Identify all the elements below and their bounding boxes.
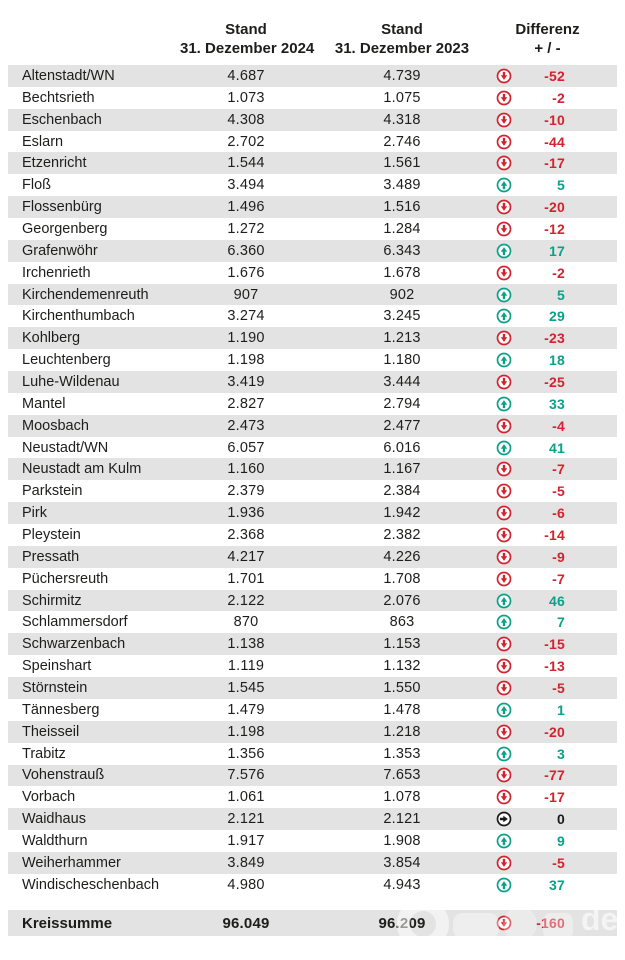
- value-2024: 3.274: [227, 308, 265, 325]
- municipality-name: Püchersreuth: [22, 570, 109, 587]
- difference-value: -52: [544, 67, 565, 84]
- value-2023: 2.121: [383, 811, 421, 828]
- arrow-down-icon: [492, 855, 516, 871]
- municipality-name: Trabitz: [22, 745, 66, 762]
- municipality-name: Flossenbürg: [22, 199, 102, 216]
- value-2024: 1.917: [227, 833, 265, 849]
- column-header-differenz-line1: Differenz: [515, 21, 580, 38]
- difference-value: 3: [557, 745, 565, 762]
- total-difference-value: -160: [536, 915, 565, 931]
- arrow-up-icon: [492, 746, 516, 762]
- value-2024: 2.473: [227, 417, 265, 434]
- value-2023: 1.153: [383, 636, 421, 653]
- value-2023: 1.561: [383, 155, 421, 172]
- value-2024: 1.479: [227, 701, 265, 718]
- value-2023: 4.318: [383, 111, 421, 128]
- table-row: [8, 327, 617, 349]
- difference-value: -13: [544, 658, 565, 675]
- table-row: [8, 305, 617, 327]
- arrow-right-icon: [492, 811, 516, 827]
- value-2023: 6.016: [383, 439, 421, 456]
- total-label: Kreissumme: [22, 914, 113, 932]
- value-2023: 1.478: [383, 701, 421, 718]
- value-2023: 2.794: [383, 395, 421, 412]
- column-header-2023-line1: Stand: [381, 21, 423, 38]
- value-2024: 1.701: [227, 570, 265, 587]
- arrow-down-icon: [492, 915, 516, 931]
- municipality-name: Luhe-Wildenau: [22, 373, 120, 390]
- municipality-name: Etzenricht: [22, 155, 87, 172]
- value-2024: 2.379: [227, 483, 265, 500]
- value-2023: 7.653: [383, 767, 421, 784]
- value-2023: 2.477: [383, 417, 421, 434]
- arrow-down-icon: [492, 680, 516, 696]
- total-value-2023: 96.209: [378, 914, 426, 932]
- municipality-name: Waldthurn: [22, 833, 88, 849]
- arrow-down-icon: [492, 505, 516, 521]
- arrow-down-icon: [492, 68, 516, 84]
- arrow-down-icon: [492, 265, 516, 281]
- difference-value: 18: [549, 352, 565, 369]
- table-row: [8, 699, 617, 721]
- municipality-name: Moosbach: [22, 417, 89, 434]
- value-2023: 1.678: [383, 264, 421, 281]
- municipality-name: Störnstein: [22, 679, 88, 696]
- municipality-name: Irchenrieth: [22, 264, 91, 281]
- table-row: [8, 371, 617, 393]
- value-2023: 1.550: [383, 679, 421, 696]
- value-2023: 1.132: [383, 658, 421, 675]
- difference-value: -7: [552, 461, 565, 478]
- difference-value: -5: [552, 679, 565, 696]
- arrow-down-icon: [492, 374, 516, 390]
- arrow-down-icon: [492, 461, 516, 477]
- difference-value: 29: [549, 308, 565, 325]
- difference-value: -77: [544, 767, 565, 784]
- value-2024: 1.936: [227, 505, 265, 522]
- table-row: [8, 830, 617, 852]
- value-2024: 6.057: [227, 439, 265, 456]
- arrow-up-icon: [492, 877, 516, 893]
- column-header-2023-line2: 31. Dezember 2023: [334, 40, 470, 57]
- municipality-name: Vorbach: [22, 789, 76, 806]
- table-row: [8, 677, 617, 699]
- table-row: [8, 437, 617, 459]
- value-2023: 4.943: [383, 876, 421, 893]
- municipality-name: Altenstadt/WN: [22, 67, 115, 84]
- total-value-2024: 96.049: [222, 914, 270, 932]
- value-2023: 1.078: [383, 789, 421, 806]
- difference-value: -20: [544, 723, 565, 740]
- table-row: [8, 109, 617, 131]
- value-2024: 2.827: [227, 395, 265, 412]
- table-body: [8, 65, 617, 896]
- difference-value: -25: [544, 373, 565, 390]
- value-2023: 1.284: [383, 220, 421, 237]
- table-row: [8, 349, 617, 371]
- table-row: [8, 152, 617, 174]
- municipality-name: Tännesberg: [22, 701, 100, 718]
- value-2024: 1.676: [227, 264, 265, 281]
- value-2024: 907: [233, 286, 259, 303]
- difference-value: -5: [552, 483, 565, 500]
- municipality-name: Weiherhammer: [22, 854, 121, 871]
- value-2023: 3.489: [383, 177, 421, 194]
- value-2024: 4.980: [227, 876, 265, 893]
- value-2023: 1.075: [383, 89, 421, 106]
- value-2023: 1.180: [383, 352, 421, 369]
- arrow-up-icon: [492, 614, 516, 630]
- table-row: [8, 808, 617, 830]
- difference-value: 9: [557, 833, 565, 849]
- municipality-name: Waidhaus: [22, 811, 86, 828]
- value-2024: 3.849: [227, 854, 265, 871]
- municipality-name: Kirchendemenreuth: [22, 286, 149, 303]
- table-row: [8, 284, 617, 306]
- column-header-2024-line1: Stand: [225, 21, 267, 38]
- arrow-up-icon: [492, 287, 516, 303]
- arrow-up-icon: [492, 177, 516, 193]
- value-2024: 1.356: [227, 745, 265, 762]
- difference-value: -2: [552, 264, 565, 281]
- arrow-down-icon: [492, 636, 516, 652]
- value-2024: 1.061: [227, 789, 265, 806]
- difference-value: 37: [549, 876, 565, 893]
- table-row: [8, 502, 617, 524]
- difference-value: 7: [557, 614, 565, 631]
- arrow-up-icon: [492, 440, 516, 456]
- value-2024: 1.198: [227, 352, 265, 369]
- municipality-name: Neustadt am Kulm: [22, 461, 142, 478]
- value-2023: 6.343: [383, 242, 421, 259]
- value-2023: 2.382: [383, 526, 421, 543]
- value-2024: 1.160: [227, 461, 265, 478]
- municipality-name: Kirchenthumbach: [22, 308, 135, 325]
- value-2024: 1.544: [227, 155, 265, 172]
- difference-value: -10: [544, 111, 565, 128]
- difference-value: 41: [549, 439, 565, 456]
- table-row: [8, 765, 617, 787]
- municipality-name: Pirk: [22, 505, 47, 522]
- value-2024: 6.360: [227, 242, 265, 259]
- municipality-name: Georgenberg: [22, 220, 108, 237]
- value-2024: 4.217: [227, 548, 265, 565]
- table-row: [8, 393, 617, 415]
- arrow-up-icon: [492, 702, 516, 718]
- table-row: [8, 633, 617, 655]
- table-row: [8, 196, 617, 218]
- value-2024: 2.702: [227, 133, 265, 150]
- table-row: [8, 786, 617, 808]
- difference-value: -14: [544, 526, 565, 543]
- value-2023: 1.942: [383, 505, 421, 522]
- arrow-down-icon: [492, 221, 516, 237]
- municipality-name: Bechtsrieth: [22, 89, 95, 106]
- municipality-name: Theisseil: [22, 723, 80, 740]
- difference-value: -15: [544, 636, 565, 653]
- municipality-name: Schlammersdorf: [22, 614, 128, 631]
- municipality-name: Floß: [22, 177, 51, 194]
- watermark-text: de: [581, 901, 619, 937]
- value-2023: 2.384: [383, 483, 421, 500]
- value-2023: 2.076: [383, 592, 421, 609]
- table-row: [8, 874, 617, 896]
- table-row: [8, 480, 617, 502]
- value-2024: 2.368: [227, 526, 265, 543]
- value-2024: 1.198: [227, 723, 265, 740]
- arrow-down-icon: [492, 483, 516, 499]
- difference-value: 17: [549, 242, 565, 259]
- table-row: [8, 262, 617, 284]
- difference-value: 33: [549, 395, 565, 412]
- column-header-2024-line2: 31. Dezember 2024: [180, 40, 315, 57]
- value-2024: 1.190: [227, 330, 265, 347]
- value-2023: 4.739: [383, 67, 421, 84]
- total-row: [8, 910, 617, 936]
- table-row: [8, 611, 617, 633]
- arrow-down-icon: [492, 199, 516, 215]
- arrow-down-icon: [492, 418, 516, 434]
- table-header: [8, 20, 617, 58]
- table-row: [8, 743, 617, 765]
- value-2023: 1.353: [383, 745, 421, 762]
- table-row: [8, 655, 617, 677]
- table-row: [8, 131, 617, 153]
- municipality-name: Eslarn: [22, 133, 64, 150]
- value-2024: 870: [233, 614, 259, 631]
- municipality-name: Schwarzenbach: [22, 636, 126, 653]
- arrow-up-icon: [492, 243, 516, 259]
- table-row: [8, 87, 617, 109]
- table-row: [8, 524, 617, 546]
- value-2023: 1.213: [383, 330, 421, 347]
- value-2024: 4.308: [227, 111, 265, 128]
- value-2023: 863: [389, 614, 415, 631]
- difference-value: -44: [544, 133, 565, 150]
- table-row: [8, 218, 617, 240]
- difference-value: 0: [557, 811, 565, 828]
- value-2023: 1.908: [383, 833, 421, 849]
- table-row: [8, 174, 617, 196]
- difference-value: 46: [549, 592, 565, 609]
- value-2024: 7.576: [227, 767, 265, 784]
- arrow-down-icon: [492, 789, 516, 805]
- value-2024: 3.419: [227, 373, 265, 390]
- arrow-down-icon: [492, 767, 516, 783]
- table-row: [8, 458, 617, 480]
- difference-value: 5: [557, 177, 565, 194]
- arrow-down-icon: [492, 571, 516, 587]
- arrow-down-icon: [492, 330, 516, 346]
- table-row: [8, 240, 617, 262]
- value-2023: 3.854: [383, 854, 421, 871]
- value-2023: 1.167: [383, 461, 421, 478]
- municipality-name: Schirmitz: [22, 592, 82, 609]
- arrow-down-icon: [492, 658, 516, 674]
- arrow-down-icon: [492, 155, 516, 171]
- value-2023: 3.444: [383, 373, 421, 390]
- value-2024: 1.119: [227, 658, 265, 675]
- municipality-name: Vohenstrauß: [22, 767, 105, 784]
- difference-value: -5: [552, 854, 565, 871]
- municipality-name: Parkstein: [22, 483, 83, 500]
- difference-value: 5: [557, 286, 565, 303]
- arrow-up-icon: [492, 308, 516, 324]
- column-header-differenz-line2: + / -: [534, 40, 561, 57]
- value-2023: 3.245: [383, 308, 421, 325]
- municipality-name: Kohlberg: [22, 330, 81, 347]
- value-2024: 1.272: [227, 220, 265, 237]
- table-row: [8, 852, 617, 874]
- difference-value: -4: [552, 417, 565, 434]
- value-2023: 902: [389, 286, 415, 303]
- municipality-name: Neustadt/WN: [22, 439, 109, 456]
- difference-value: -7: [552, 570, 565, 587]
- value-2024: 3.494: [227, 177, 265, 194]
- arrow-down-icon: [492, 112, 516, 128]
- arrow-up-icon: [492, 593, 516, 609]
- table-row: [8, 590, 617, 612]
- municipality-name: Pressath: [22, 548, 80, 565]
- table-row: [8, 415, 617, 437]
- value-2024: 1.138: [227, 636, 265, 653]
- value-2024: 1.545: [227, 679, 265, 696]
- value-2023: 1.708: [383, 570, 421, 587]
- arrow-down-icon: [492, 527, 516, 543]
- municipality-name: Windischeschenbach: [22, 876, 160, 893]
- arrow-up-icon: [492, 396, 516, 412]
- difference-value: -20: [544, 199, 565, 216]
- municipality-name: Leuchtenberg: [22, 352, 111, 369]
- value-2024: 1.496: [227, 199, 265, 216]
- difference-value: -17: [544, 155, 565, 172]
- table-row: [8, 568, 617, 590]
- arrow-up-icon: [492, 352, 516, 368]
- table-row: [8, 546, 617, 568]
- municipality-name: Grafenwöhr: [22, 242, 98, 259]
- arrow-down-icon: [492, 724, 516, 740]
- arrow-down-icon: [492, 90, 516, 106]
- value-2024: 2.122: [227, 592, 265, 609]
- value-2023: 4.226: [383, 548, 421, 565]
- difference-value: 1: [557, 701, 565, 718]
- municipality-name: Pleystein: [22, 526, 81, 543]
- table-row: [8, 65, 617, 87]
- table-row: [8, 721, 617, 743]
- municipality-name: Mantel: [22, 395, 66, 412]
- municipality-name: Speinshart: [22, 658, 92, 675]
- difference-value: -12: [544, 220, 565, 237]
- value-2023: 2.746: [383, 133, 421, 150]
- value-2023: 1.516: [383, 199, 421, 216]
- difference-value: -23: [544, 330, 565, 347]
- arrow-down-icon: [492, 134, 516, 150]
- difference-value: -6: [552, 505, 565, 522]
- difference-value: -9: [552, 548, 565, 565]
- difference-value: -17: [544, 789, 565, 806]
- value-2024: 4.687: [227, 67, 265, 84]
- arrow-up-icon: [492, 833, 516, 849]
- value-2023: 1.218: [383, 723, 421, 740]
- difference-value: -2: [552, 89, 565, 106]
- value-2024: 2.121: [227, 811, 265, 828]
- arrow-down-icon: [492, 549, 516, 565]
- value-2024: 1.073: [227, 89, 265, 106]
- municipality-name: Eschenbach: [22, 111, 102, 128]
